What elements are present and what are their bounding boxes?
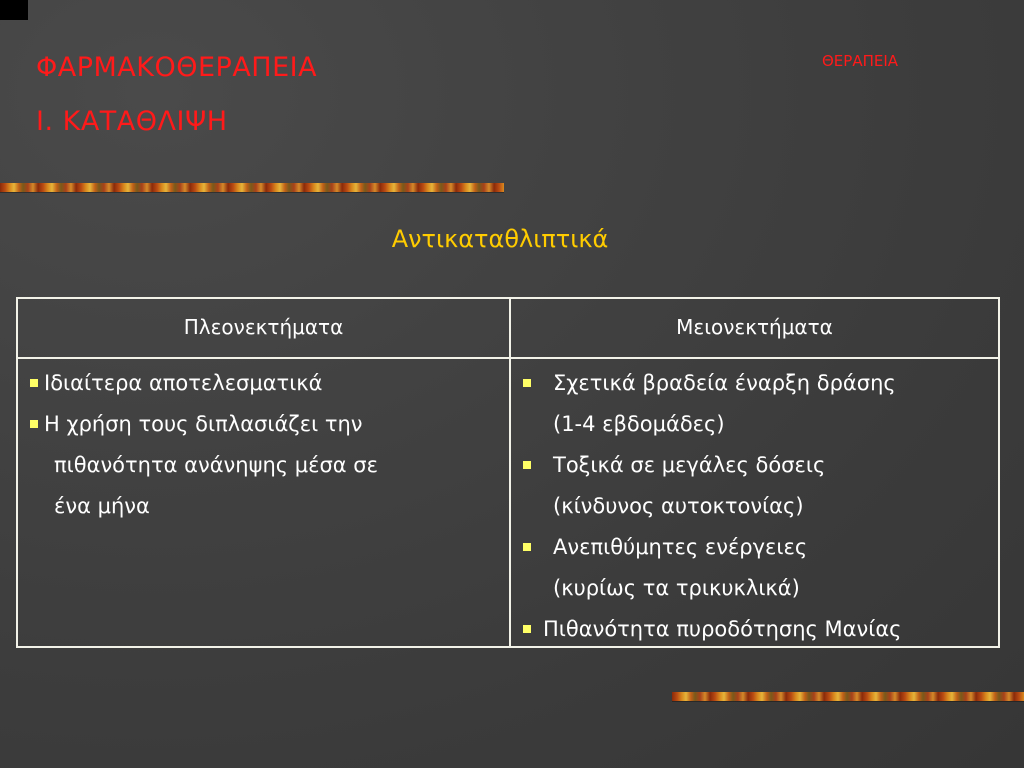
list-item	[28, 363, 498, 404]
column-header-disadvantages: Μειονεκτήματα	[676, 315, 833, 339]
list-item	[520, 445, 996, 527]
slide-subtitle-heading: Ι. ΚΑΤΑΘΛΙΨΗ	[36, 106, 228, 137]
list-item	[520, 527, 996, 609]
list-item-text: Σχετικά βραδεία έναρξη δράσης	[553, 371, 896, 395]
list-item-text: (κίνδυνος αυτοκτονίας)	[553, 494, 804, 518]
topic-heading: Αντικαταθλιπτικά	[391, 225, 609, 253]
list-item	[28, 404, 498, 527]
list-item-text: Τοξικά σε μεγάλες δόσεις	[553, 453, 826, 477]
decorative-stripe-bottom	[672, 692, 1024, 701]
section-label: ΘΕΡΑΠΕΙΑ	[822, 52, 899, 70]
bullet-icon	[523, 461, 531, 469]
list-item-text: πιθανότητα ανάνηψης μέσα σε	[54, 453, 378, 477]
list-item-text: Ανεπιθύμητες ενέργειες	[553, 535, 808, 559]
decorative-stripe-top	[0, 183, 504, 192]
list-item	[520, 609, 996, 650]
header-divider	[18, 357, 998, 359]
list-item-text: Η χρήση τους διπλασιάζει την	[44, 412, 363, 436]
comparison-table	[16, 297, 1000, 648]
bullet-icon	[523, 379, 531, 387]
bullet-icon	[30, 420, 38, 428]
column-header-advantages: Πλεονεκτήματα	[183, 315, 344, 339]
bullet-icon	[523, 625, 531, 633]
list-item	[520, 363, 996, 445]
advantages-list	[28, 363, 498, 527]
bullet-icon	[523, 543, 531, 551]
slide-title: ΦΑΡΜΑΚΟΘΕΡΑΠΕΙΑ	[36, 52, 318, 83]
list-item-text: (1-4 εβδομάδες)	[553, 412, 725, 436]
list-item-text: Ιδιαίτερα αποτελεσματικά	[44, 371, 323, 395]
disadvantages-list	[520, 363, 996, 650]
bullet-icon	[30, 379, 38, 387]
list-item-text: Πιθανότητα πυροδότησης Μανίας	[543, 617, 902, 641]
corner-mark	[0, 0, 28, 20]
list-item-text: (κυρίως τα τρικυκλικά)	[553, 576, 800, 600]
list-item-text: ένα μήνα	[54, 494, 150, 518]
